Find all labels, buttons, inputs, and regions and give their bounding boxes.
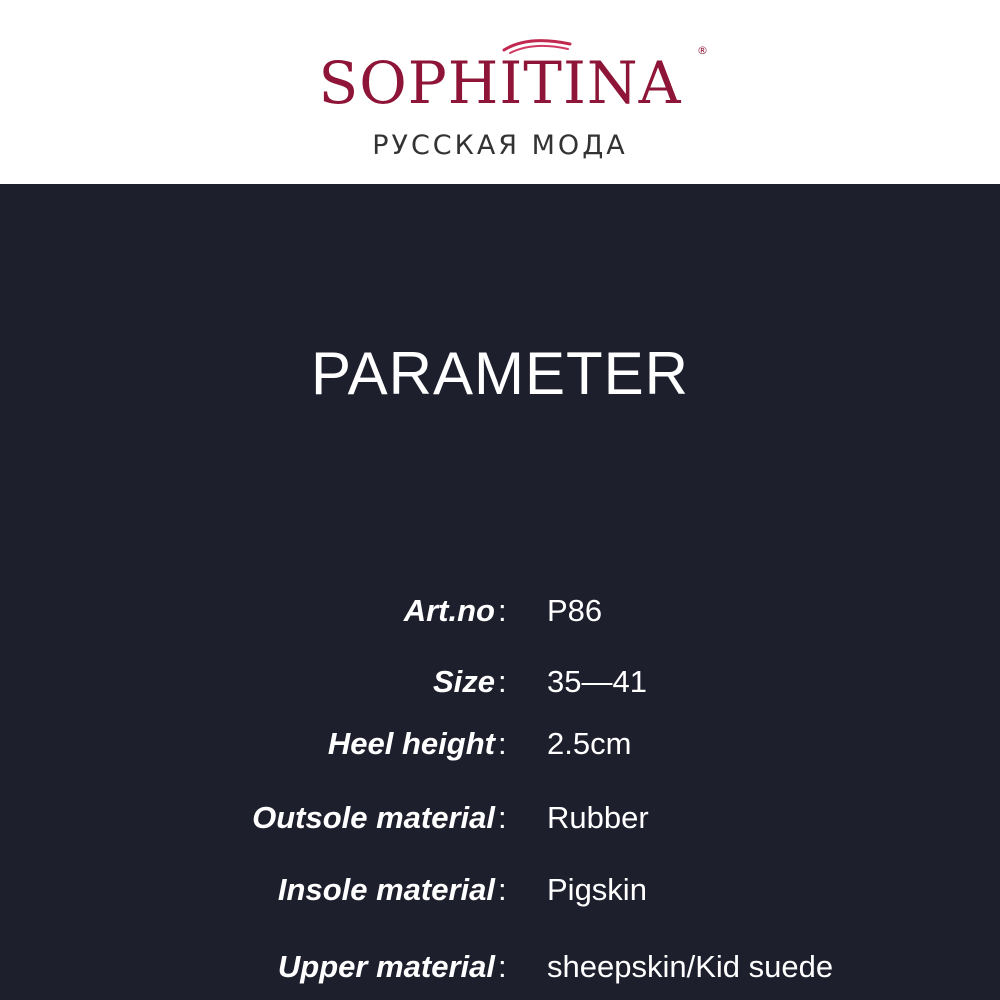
param-row-upper-material: [0, 944, 1000, 990]
param-row-outsole-material: [0, 795, 1000, 841]
param-colon: :: [498, 664, 507, 699]
param-row-size: [0, 659, 1000, 705]
param-colon: :: [498, 949, 507, 984]
brand-tagline: РУССКАЯ МОДА: [372, 130, 628, 161]
param-label: Upper material: [277, 949, 495, 984]
param-row-art-no: [0, 588, 1000, 634]
param-value: P86: [547, 593, 603, 628]
param-value: 35—41: [547, 664, 647, 699]
param-value: sheepskin/Kid suede: [547, 949, 834, 984]
param-colon: :: [498, 800, 507, 835]
param-row-insole-material: [0, 867, 1000, 913]
param-label: Size: [432, 664, 495, 699]
brand-header: [0, 0, 1000, 184]
brand-name: SOPHITINA: [318, 49, 682, 117]
param-colon: :: [498, 872, 507, 907]
param-value: 2.5cm: [547, 726, 632, 761]
param-row-heel-height: [0, 721, 1000, 767]
param-colon: :: [498, 593, 507, 628]
param-label: Heel height: [327, 726, 495, 761]
param-label: Outsole material: [252, 800, 495, 835]
param-label: Art.no: [403, 593, 495, 628]
parameter-list: [0, 184, 1000, 1000]
param-value: Pigskin: [547, 872, 647, 907]
param-colon: :: [498, 726, 507, 761]
section-heading: PARAMETER: [311, 340, 689, 407]
param-value: Rubber: [547, 800, 649, 835]
param-label: Insole material: [277, 872, 495, 907]
parameter-section: [0, 184, 1000, 1000]
registered-mark: ®: [697, 44, 708, 57]
